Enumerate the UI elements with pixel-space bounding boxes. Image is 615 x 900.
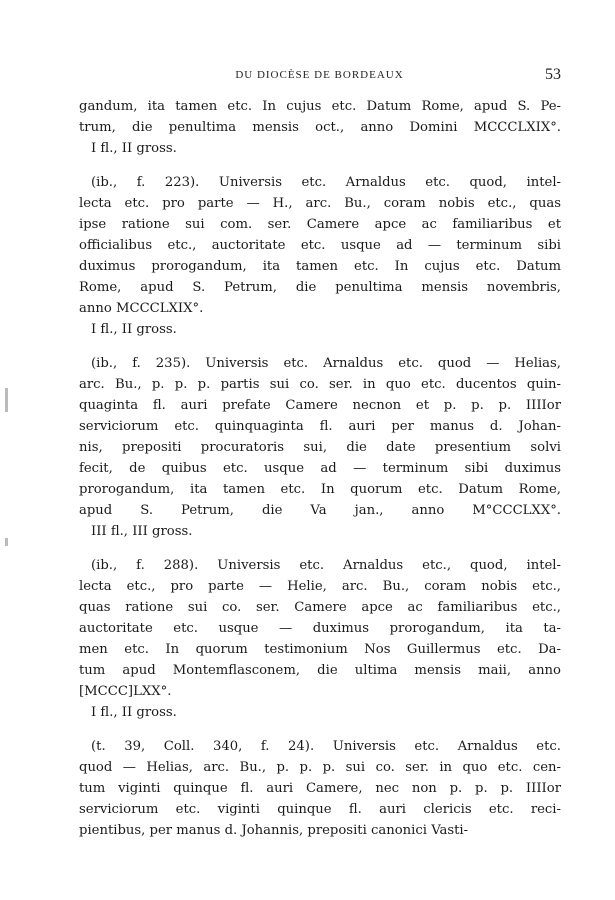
text-line: anno MCCCLXIX°.: [79, 301, 204, 316]
margin-speck: [5, 388, 8, 398]
text-line: Rome, apud S. Petrum, die penultima mensis novembris,: [79, 280, 561, 295]
text-line: fecit, de quibus etc. usque ad — terminum sibi duximus: [79, 461, 561, 476]
text-line: nis, prepositi procuratoris sui, die date presentium solvi: [79, 440, 561, 455]
paragraph: [79, 172, 561, 340]
text-line: lecta etc., pro parte — Helie, arc. Bu., coram nobis etc.,: [79, 579, 561, 594]
text-line: officialibus etc., auctoritate etc. usque ad — terminum sibi: [79, 238, 561, 253]
page-number: 53: [545, 66, 561, 83]
text-line: duximus prorogandum, ita tamen etc. In cujus etc. Datum: [79, 259, 561, 274]
text-line: gandum, ita tamen etc. In cujus etc. Datum Rome, apud S. Pe-: [79, 99, 561, 114]
paragraph-gap: [79, 542, 561, 555]
margin-speck: [5, 538, 8, 546]
text-line: I fl., II gross.: [91, 705, 177, 720]
text-line: (ib., f. 288). Universis etc. Arnaldus etc., quod, intel-: [91, 558, 561, 573]
text-line: I fl., II gross.: [91, 322, 177, 337]
text-line: (t. 39, Coll. 340, f. 24). Universis etc. Arnaldus etc.: [91, 739, 561, 754]
body-text: [79, 96, 561, 841]
text-line: I fl., II gross.: [91, 141, 177, 156]
text-line: men etc. In quorum testimonium Nos Guillermus etc. Da-: [79, 642, 561, 657]
text-line: arc. Bu., p. p. p. partis sui co. ser. in quo etc. ducentos quin-: [79, 377, 561, 392]
text-line: auctoritate etc. usque — duximus prorogandum, ita ta-: [79, 621, 561, 636]
text-line: tum viginti quinque fl. auri Camere, nec non p. p. p. IIIIor: [79, 781, 561, 796]
paragraph: [79, 96, 561, 159]
margin-speck: [5, 398, 8, 412]
paragraph: [79, 555, 561, 723]
running-head: [78, 66, 561, 86]
text-line: (ib., f. 235). Universis etc. Arnaldus etc. quod — Helias,: [91, 356, 561, 371]
text-line: III fl., III gross.: [91, 524, 193, 539]
paragraph-gap: [79, 159, 561, 172]
text-line: quod — Helias, arc. Bu., p. p. p. sui co. ser. in quo etc. cen-: [79, 760, 561, 775]
text-line: trum, die penultima mensis oct., anno Domini MCCCLXIX°.: [79, 120, 561, 135]
text-line: serviciorum etc. quinquaginta fl. auri per manus d. Johan-: [79, 419, 561, 434]
paragraph-gap: [79, 723, 561, 736]
running-title: DU DIOCÈSE DE BORDEAUX: [235, 69, 404, 81]
text-line: ipse ratione sui com. ser. Camere apce ac familiaribus et: [79, 217, 561, 232]
paragraph-gap: [79, 340, 561, 353]
paragraph: [79, 353, 561, 542]
text-line: tum apud Montemflasconem, die ultima mensis maii, anno: [79, 663, 561, 678]
text-line: apud S. Petrum, die Va jan., anno M°CCCLXX°.: [79, 503, 561, 518]
text-line: prorogandum, ita tamen etc. In quorum etc. Datum Rome,: [79, 482, 561, 497]
text-line: serviciorum etc. viginti quinque fl. auri clericis etc. reci-: [79, 802, 561, 817]
text-line: [MCCC]LXX°.: [79, 684, 172, 699]
text-line: quaginta fl. auri prefate Camere necnon et p. p. p. IIIIor: [79, 398, 561, 413]
text-line: quas ratione sui co. ser. Camere apce ac familiaribus etc.,: [79, 600, 561, 615]
text-line: pientibus, per manus d. Johannis, prepositi canonici Vasti-: [79, 823, 469, 838]
text-line: (ib., f. 223). Universis etc. Arnaldus etc. quod, intel-: [91, 175, 561, 190]
paragraph: [79, 736, 561, 841]
text-line: lecta etc. pro parte — H., arc. Bu., coram nobis etc., quas: [79, 196, 561, 211]
